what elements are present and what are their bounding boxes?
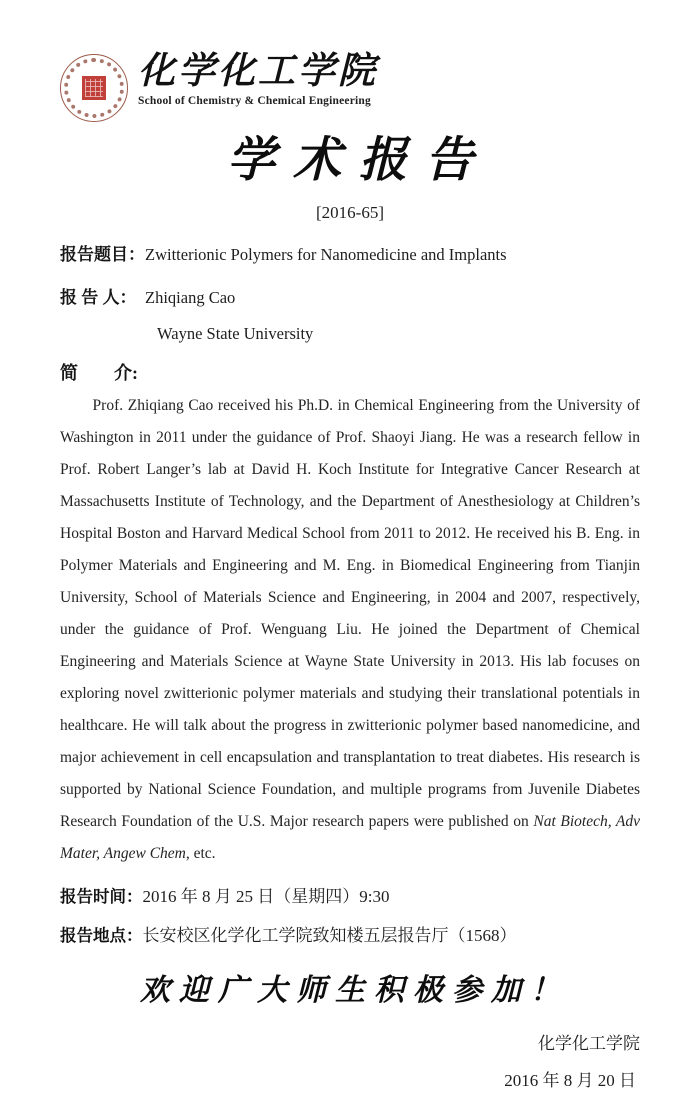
letterhead (60, 50, 640, 124)
bio-text: Prof. Zhiqiang Cao received his Ph.D. in Chemical Engineering from the University of Washington in 2011 under the guidance of Prof. Shaoyi Jiang. He was a research fellow in Prof. Robert Langer’s lab at David H. Koch Institute for Integrative Cancer Research at Massachusetts Institute of Technology, and the Department of Anesthesiology at Children’s Hospital Boston and Harvard Medical School from 2011 to 2012. He received his B. Eng. in Polymer Materials and Engineering and M. Eng. in Biomedical Engineering from Tianjin University, School of Materials Science and Engineering, in 2004 and 2007, respectively, under the guidance of Prof. Wenguang Liu. He joined the Department of Chemical Engineering and Materials Science at Wayne State University in 2013. His lab focuses on exploring novel zwitterionic polymer materials and studying their translational potentials in healthcare. He will talk about the progress in zwitterionic polymer based nanomedicine, and major achievement in cell encapsulation and transplantation to treat diabetes. His research is supported by National Science Foundation, and multiple programs from Juvenile Diabetes Research Foundation of the U.S. Major research papers were published on (60, 397, 640, 830)
venue-label: 报告地点： (60, 927, 143, 945)
venue-row (60, 924, 640, 948)
bio-journal-names: Nat Biotech, Adv Mater, Angew Chem (60, 813, 641, 862)
notice-number: [2016-65] (316, 203, 384, 222)
speaker-row (60, 286, 640, 310)
topic-value: Zwitterionic Polymers for Nanomedicine and Implants (145, 245, 507, 264)
venue-value: 长安校区化学化工学院致知楼五层报告厅（1568） (142, 926, 517, 945)
topic-label: 报告题目： (60, 245, 145, 264)
bio-suffix: , etc. (185, 845, 216, 862)
signature-organization: 化学化工学院 (538, 1034, 640, 1053)
time-value: 2016 年 8 月 25 日（星期四）9:30 (142, 887, 390, 906)
page-title: 学术报告 (226, 134, 491, 187)
topic-row (60, 243, 640, 267)
speaker-value: Zhiqiang Cao (145, 288, 236, 307)
university-seal-icon (60, 54, 128, 122)
speaker-label: 报 告 人： (60, 288, 137, 307)
time-row (60, 885, 640, 909)
signature-date: 2016 年 8 月 20 日 (504, 1071, 636, 1090)
speaker-affiliation: Wayne State University (157, 324, 314, 343)
time-label: 报告时间： (60, 888, 143, 906)
bio-paragraph (60, 390, 640, 870)
letterhead-text (138, 50, 378, 108)
bio-label: 简 介: (60, 363, 138, 383)
welcome-line: 欢迎广大师生积极参加！ (140, 974, 569, 1007)
seal-square-stamp-icon (82, 76, 106, 100)
bio-label-row (60, 361, 640, 385)
school-name-chinese: 化学化工学院 (138, 51, 378, 92)
school-name-english: School of Chemistry & Chemical Engineering (138, 95, 371, 107)
